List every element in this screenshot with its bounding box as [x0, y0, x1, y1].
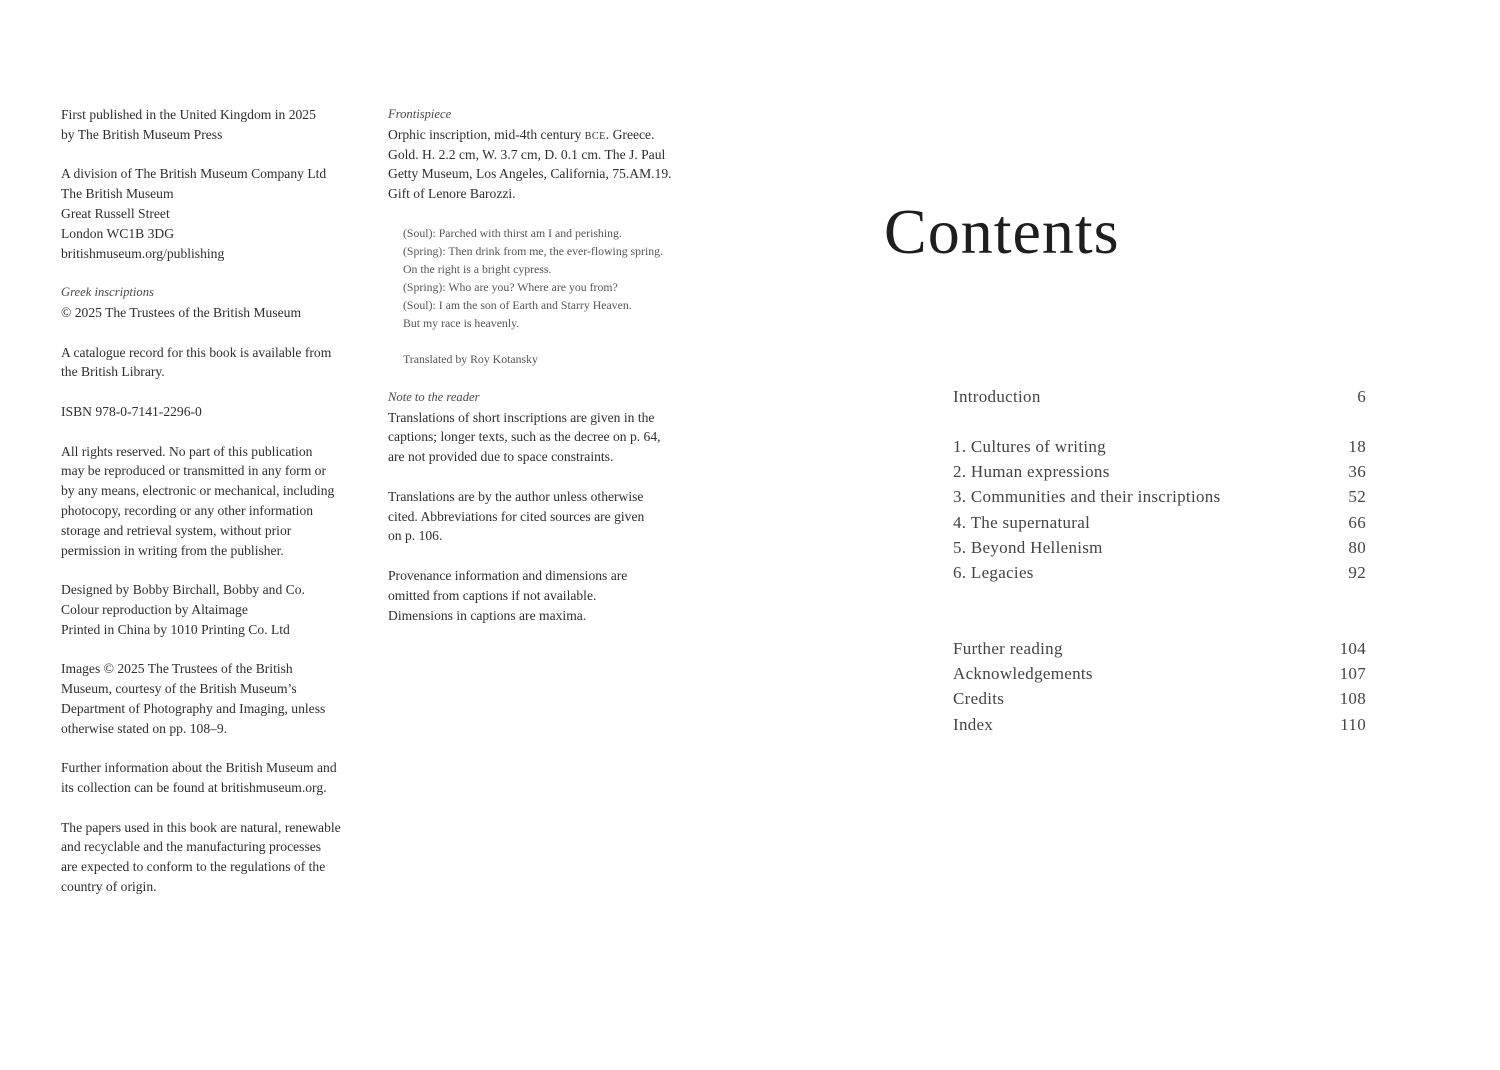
note-line: on p. 106. — [388, 528, 443, 544]
imprint-line: © 2025 The Trustees of the British Museum — [61, 304, 302, 320]
toc-entry[interactable] — [953, 686, 1366, 711]
imprint-line: London WC1B 3DG — [61, 225, 175, 241]
toc-entry[interactable] — [953, 661, 1366, 686]
imprint-block — [61, 105, 371, 145]
imprint-line: Printed in China by 1010 Printing Co. Ltd — [61, 621, 290, 637]
era-label: bce — [584, 126, 606, 142]
imprint-line: Images © 2025 The Trustees of the British — [61, 661, 293, 677]
toc-entry-page: 36 — [1348, 462, 1366, 482]
toc-entry-label: Further reading — [953, 639, 1063, 658]
toc-entry-label: Acknowledgements — [953, 664, 1093, 684]
toc-entry-label: 1. Cultures of writing — [953, 437, 1106, 456]
imprint-line: Designed by Bobby Birchall, Bobby and Co. — [61, 582, 305, 598]
toc-entry[interactable] — [953, 459, 1366, 484]
reader-note-heading: Note to the reader — [388, 389, 480, 404]
frontispiece-line: Gift of Lenore Barozzi. — [388, 186, 516, 202]
toc-introduction — [953, 384, 1366, 409]
imprint-line: Great Russell Street — [61, 205, 170, 221]
imprint-line: otherwise stated on pp. 108–9. — [61, 720, 228, 736]
imprint-line: The British Museum — [61, 186, 174, 202]
toc-entry[interactable] — [953, 484, 1366, 509]
toc-entry-label: 5. Beyond Hellenism — [953, 537, 1103, 557]
toc-entry-label: 3. Communities and their inscriptions — [953, 487, 1221, 507]
toc-entry-label: 6. Legacies — [953, 562, 1034, 582]
toc-entry-page: 108 — [1339, 689, 1366, 709]
imprint-line: photocopy, recording or any other information — [61, 502, 314, 518]
imprint-block — [61, 818, 371, 897]
toc-entry[interactable] — [953, 636, 1366, 661]
imprint-line: britishmuseum.org/publishing — [61, 245, 225, 261]
note-line: Translations of short inscriptions are given in the — [388, 409, 655, 425]
reader-note — [388, 388, 698, 626]
toc-entry[interactable] — [953, 712, 1366, 737]
imprint-line: Colour reproduction by Altaimage — [61, 601, 248, 617]
poem-line: (Soul): I am the son of Earth and Starry Heaven. — [403, 297, 632, 312]
toc-entry[interactable] — [953, 560, 1366, 585]
imprint-line: Further information about the British Museum and — [61, 760, 337, 776]
frontispiece-line: Gold. H. 2.2 cm, W. 3.7 cm, D. 0.1 cm. The J. Paul — [388, 146, 666, 162]
imprint-column — [61, 105, 371, 917]
translator-credit: Translated by Roy Kotansky — [403, 351, 538, 366]
toc-entry-page: 18 — [1348, 437, 1366, 456]
imprint-block — [61, 283, 371, 323]
frontispiece-line-prefix: Orphic inscription, mid-4th century — [388, 126, 585, 142]
imprint-block — [61, 402, 371, 422]
imprint-line: Museum, courtesy of the British Museum’s — [61, 681, 297, 697]
imprint-line: storage and retrieval system, without prior — [61, 522, 292, 538]
toc-entry-page: 92 — [1348, 562, 1366, 582]
imprint-line: by any means, electronic or mechanical, including — [61, 483, 335, 499]
imprint-line: permission in writing from the publisher. — [61, 542, 284, 558]
imprint-line: All rights reserved. No part of this publication — [61, 443, 313, 459]
note-line: omitted from captions if not available. — [388, 587, 597, 603]
poem-line: (Spring): Then drink from me, the ever-flowing spring. — [403, 243, 664, 258]
imprint-line: Greek inscriptions — [61, 285, 154, 300]
frontispiece-column — [388, 105, 698, 645]
imprint-line: The papers used in this book are natural, renewable — [61, 819, 341, 835]
poem-line: But my race is heavenly. — [403, 315, 520, 330]
poem-line: (Soul): Parched with thirst am I and perishing. — [403, 225, 622, 240]
imprint-block — [61, 442, 371, 561]
toc-entry[interactable] — [953, 510, 1366, 535]
note-line: Provenance information and dimensions are — [388, 567, 628, 583]
frontispiece-caption — [388, 105, 698, 204]
toc-entry-label: Index — [953, 714, 994, 734]
imprint-line: are expected to conform to the regulations of the — [61, 859, 326, 875]
toc-entry-page: 107 — [1339, 664, 1366, 684]
frontispiece-line — [388, 125, 698, 145]
poem-line: (Spring): Who are you? Where are you from? — [403, 279, 618, 294]
imprint-line: First published in the United Kingdom in 2025 — [61, 107, 316, 122]
imprint-block — [61, 164, 371, 263]
toc-entry-label: Introduction — [953, 387, 1041, 406]
toc-entry-page: 6 — [1357, 387, 1366, 406]
toc-entry-label: Credits — [953, 689, 1005, 709]
imprint-line: and recyclable and the manufacturing processes — [61, 839, 322, 855]
imprint-line: ISBN 978-0-7141-2296-0 — [61, 403, 202, 419]
toc-entry-page: 80 — [1348, 537, 1366, 557]
imprint-block — [61, 758, 371, 798]
note-line: Translations are by the author unless otherwise — [388, 488, 644, 504]
imprint-block — [61, 659, 371, 738]
toc-entry-label: 4. The supernatural — [953, 512, 1091, 532]
imprint-line: its collection can be found at britishmuseum.org. — [61, 780, 327, 796]
imprint-line: the British Library. — [61, 364, 165, 380]
imprint-line: country of origin. — [61, 879, 157, 895]
toc-entry-label: 2. Human expressions — [953, 462, 1110, 482]
imprint-line: Department of Photography and Imaging, unless — [61, 700, 326, 716]
imprint-line: A division of The British Museum Company Ltd — [61, 166, 327, 182]
note-line: cited. Abbreviations for cited sources are given — [388, 508, 645, 524]
toc-entry-page: 52 — [1348, 487, 1366, 507]
note-line: captions; longer texts, such as the decree on p. 64, — [388, 429, 661, 445]
toc-chapters — [953, 434, 1366, 585]
imprint-line: by The British Museum Press — [61, 126, 223, 142]
toc-entry-page: 66 — [1348, 512, 1366, 532]
reader-note-paragraph — [388, 566, 698, 625]
note-line: are not provided due to space constraints. — [388, 449, 614, 465]
toc-entry-page: 110 — [1340, 714, 1366, 734]
frontispiece-heading: Frontispiece — [388, 107, 452, 121]
reader-note-paragraph — [388, 408, 698, 467]
toc-entry-page: 104 — [1339, 639, 1366, 658]
imprint-line: may be reproduced or transmitted in any form or — [61, 463, 326, 479]
contents-title: Contents — [884, 196, 1120, 267]
imprint-block — [61, 580, 371, 639]
toc-entry[interactable] — [953, 535, 1366, 560]
toc-back-matter — [953, 636, 1366, 737]
note-line: Dimensions in captions are maxima. — [388, 607, 587, 623]
imprint-line: A catalogue record for this book is available from — [61, 344, 332, 360]
poem-line: On the right is a bright cypress. — [403, 261, 552, 276]
imprint-block — [61, 343, 371, 383]
orphic-poem — [403, 224, 698, 368]
reader-note-paragraph — [388, 487, 698, 546]
frontispiece-line: Getty Museum, Los Angeles, California, 75.AM.19. — [388, 166, 672, 182]
toc-entry[interactable] — [953, 434, 1366, 459]
toc-entry[interactable] — [953, 384, 1366, 409]
frontispiece-line-suffix: . Greece. — [605, 126, 655, 142]
